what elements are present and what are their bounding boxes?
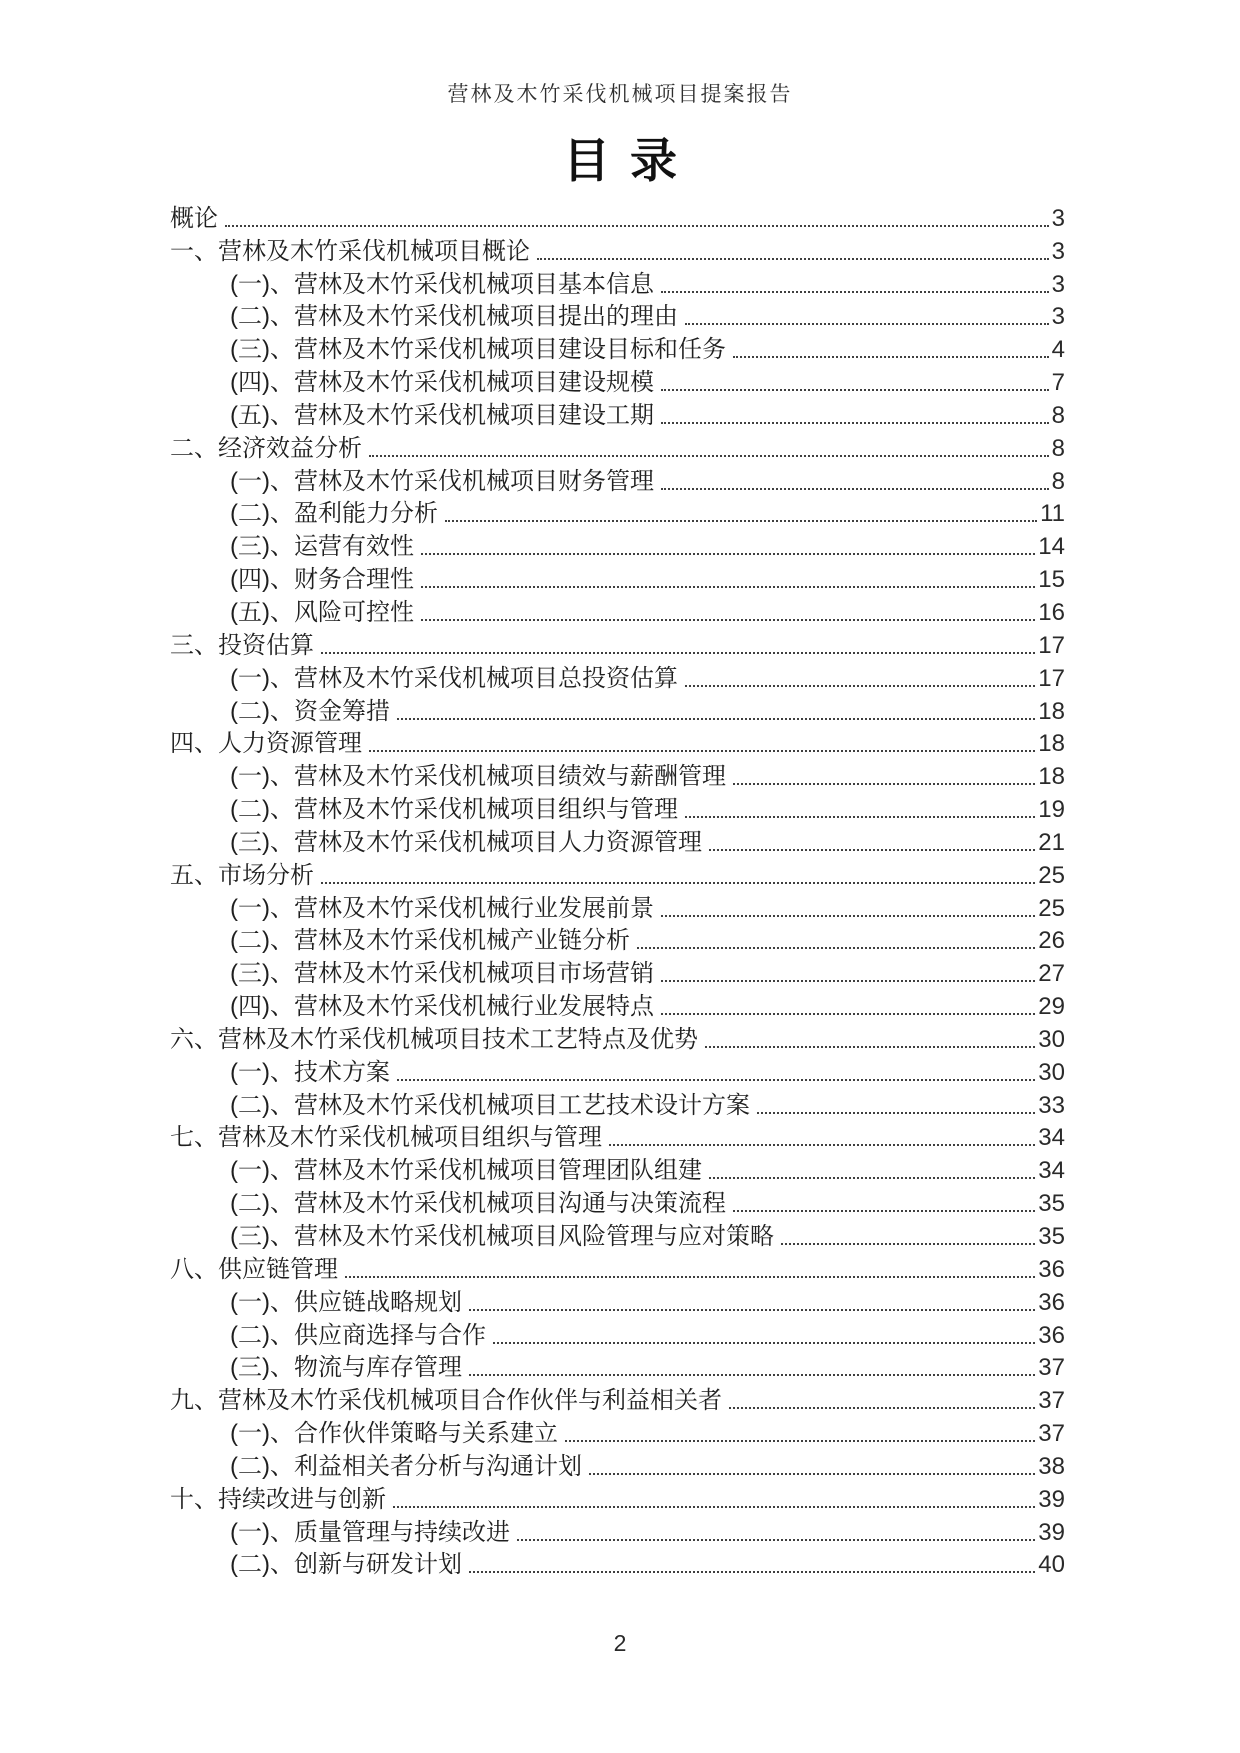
toc-leader-dots bbox=[397, 718, 1035, 720]
toc-title: 目录 bbox=[563, 136, 697, 188]
toc-entry-label: (二)、创新与研发计划 bbox=[230, 1551, 462, 1579]
toc-leader-dots bbox=[369, 455, 1049, 457]
toc-entry[interactable] bbox=[170, 497, 1065, 530]
toc-page-number: 26 bbox=[1038, 927, 1065, 955]
toc-entry-label: (四)、财务合理性 bbox=[230, 566, 414, 594]
toc-entry-label: (一)、营林及木竹采伐机械项目管理团队组建 bbox=[230, 1157, 702, 1185]
toc-leader-dots bbox=[685, 816, 1035, 818]
toc-entry-label: (三)、运营有效性 bbox=[230, 533, 414, 561]
toc-entry-label: (一)、营林及木竹采伐机械行业发展前景 bbox=[230, 894, 654, 922]
toc-entry-label: 五、市场分析 bbox=[170, 861, 314, 889]
toc-page-number: 4 bbox=[1051, 336, 1065, 364]
toc-leader-dots bbox=[469, 1374, 1035, 1376]
toc-entry[interactable] bbox=[170, 759, 1065, 792]
toc-entry[interactable] bbox=[170, 1022, 1065, 1055]
toc-entry[interactable] bbox=[170, 924, 1065, 957]
toc-entry[interactable] bbox=[170, 1153, 1065, 1186]
footer-page-number: 2 bbox=[613, 1630, 627, 1656]
toc-entry-label: (一)、营林及木竹采伐机械项目财务管理 bbox=[230, 467, 654, 495]
toc-entry[interactable] bbox=[170, 365, 1065, 398]
toc-entry-label: 四、人力资源管理 bbox=[170, 730, 362, 758]
toc-page-number: 15 bbox=[1038, 566, 1065, 594]
toc-page-number: 17 bbox=[1038, 631, 1065, 659]
toc-entry-label: (二)、供应商选择与合作 bbox=[230, 1321, 486, 1349]
toc-entry-label: (二)、营林及木竹采伐机械项目组织与管理 bbox=[230, 796, 678, 824]
toc-entry[interactable] bbox=[170, 1088, 1065, 1121]
toc-entry-label: (一)、质量管理与持续改进 bbox=[230, 1518, 510, 1546]
toc-page-number: 30 bbox=[1038, 1025, 1065, 1053]
toc-leader-dots bbox=[421, 586, 1035, 588]
toc-entry[interactable] bbox=[170, 1416, 1065, 1449]
toc-leader-dots bbox=[733, 783, 1035, 785]
toc-page-number: 36 bbox=[1038, 1321, 1065, 1349]
toc-entry[interactable] bbox=[170, 694, 1065, 727]
toc-page-number: 35 bbox=[1038, 1223, 1065, 1250]
toc-entry-label: (五)、风险可控性 bbox=[230, 598, 414, 626]
toc-page-number: 33 bbox=[1038, 1091, 1065, 1119]
toc-entry[interactable] bbox=[170, 234, 1065, 267]
toc-page-number: 40 bbox=[1038, 1551, 1065, 1579]
toc-entry-label: (二)、营林及木竹采伐机械产业链分析 bbox=[230, 927, 630, 955]
toc-entry[interactable] bbox=[170, 398, 1065, 431]
toc-page-number: 8 bbox=[1051, 467, 1065, 495]
toc-entry-label: (一)、营林及木竹采伐机械项目基本信息 bbox=[230, 270, 654, 298]
toc-entry-label: (四)、营林及木竹采伐机械行业发展特点 bbox=[230, 993, 654, 1021]
toc-entry[interactable] bbox=[170, 300, 1065, 333]
toc-entry[interactable] bbox=[170, 1351, 1065, 1384]
toc-entry[interactable] bbox=[170, 1548, 1065, 1581]
toc-leader-dots bbox=[685, 323, 1049, 325]
toc-entry-label: (二)、营林及木竹采伐机械项目沟通与决策流程 bbox=[230, 1190, 726, 1218]
toc-page-number: 35 bbox=[1038, 1190, 1065, 1218]
toc-page-number: 3 bbox=[1051, 204, 1065, 232]
toc-leader-dots bbox=[729, 1407, 1035, 1409]
toc-entry[interactable] bbox=[170, 201, 1065, 234]
toc-leader-dots bbox=[661, 488, 1049, 490]
toc-page-number: 37 bbox=[1038, 1354, 1065, 1382]
toc-page-number: 30 bbox=[1038, 1058, 1065, 1086]
toc-leader-dots bbox=[421, 619, 1035, 621]
toc-entry[interactable] bbox=[170, 267, 1065, 300]
toc-entry-label: 十、持续改进与创新 bbox=[170, 1485, 386, 1513]
toc-entry-label: (一)、供应链战略规划 bbox=[230, 1288, 462, 1316]
document-header-title: 营林及木竹采伐机械项目提案报告 bbox=[447, 82, 793, 106]
toc-entry[interactable] bbox=[170, 891, 1065, 924]
toc-entry[interactable] bbox=[170, 727, 1065, 760]
toc-entry[interactable] bbox=[170, 1055, 1065, 1088]
toc-page-number: 37 bbox=[1038, 1420, 1065, 1448]
toc-entry[interactable] bbox=[170, 1482, 1065, 1515]
toc-entry-label: (二)、资金筹措 bbox=[230, 697, 390, 725]
toc-page-number: 37 bbox=[1038, 1387, 1065, 1415]
toc-entry-label: (三)、营林及木竹采伐机械项目建设目标和任务 bbox=[230, 336, 726, 364]
toc-entry[interactable] bbox=[170, 1186, 1065, 1219]
toc-leader-dots bbox=[733, 1210, 1035, 1212]
toc-entry-label: 八、供应链管理 bbox=[170, 1255, 338, 1283]
toc-entry-label: (三)、营林及木竹采伐机械项目风险管理与应对策略 bbox=[230, 1223, 774, 1250]
toc-entry[interactable] bbox=[170, 956, 1065, 989]
toc-entry[interactable] bbox=[170, 1252, 1065, 1285]
toc-page-number: 7 bbox=[1051, 369, 1065, 397]
toc-page-number: 3 bbox=[1051, 237, 1065, 265]
toc-leader-dots bbox=[537, 258, 1049, 260]
toc-leader-dots bbox=[565, 1440, 1035, 1442]
toc-leader-dots bbox=[321, 652, 1035, 654]
toc-leader-dots bbox=[321, 882, 1035, 884]
toc-page-number: 34 bbox=[1038, 1124, 1065, 1152]
toc-page-number: 8 bbox=[1051, 434, 1065, 462]
toc-leader-dots bbox=[733, 356, 1049, 358]
toc-page-number: 18 bbox=[1038, 763, 1065, 791]
toc-page-number: 11 bbox=[1040, 500, 1065, 528]
toc-leader-dots bbox=[661, 915, 1035, 917]
toc-entry[interactable] bbox=[170, 562, 1065, 595]
toc-entry-label: 七、营林及木竹采伐机械项目组织与管理 bbox=[170, 1124, 602, 1152]
toc-entry-label: 二、经济效益分析 bbox=[170, 434, 362, 462]
toc-leader-dots bbox=[685, 685, 1035, 687]
toc-entry[interactable] bbox=[170, 989, 1065, 1022]
toc-page-number: 19 bbox=[1038, 796, 1065, 824]
toc-leader-dots bbox=[225, 225, 1049, 227]
toc-page-number: 25 bbox=[1038, 861, 1065, 889]
toc-entry-label: (三)、营林及木竹采伐机械项目市场营销 bbox=[230, 960, 654, 988]
toc-leader-dots bbox=[661, 980, 1035, 982]
toc-entry[interactable] bbox=[170, 858, 1065, 891]
toc-page-number: 3 bbox=[1051, 303, 1065, 331]
toc-entry-label: (一)、合作伙伴策略与关系建立 bbox=[230, 1420, 558, 1448]
toc-entry-label: 概论 bbox=[170, 204, 218, 232]
toc-entry-label: (二)、利益相关者分析与沟通计划 bbox=[230, 1452, 582, 1480]
page-footer bbox=[0, 1630, 1240, 1657]
toc-leader-dots bbox=[661, 389, 1049, 391]
toc-leader-dots bbox=[369, 750, 1035, 752]
toc-entry[interactable] bbox=[170, 431, 1065, 464]
toc-leader-dots bbox=[469, 1309, 1035, 1311]
toc-entry-label: 一、营林及木竹采伐机械项目概论 bbox=[170, 237, 530, 265]
toc-entry[interactable] bbox=[170, 1449, 1065, 1482]
toc-entry[interactable] bbox=[170, 792, 1065, 825]
toc-leader-dots bbox=[781, 1243, 1035, 1245]
toc-entry-label: (三)、营林及木竹采伐机械项目人力资源管理 bbox=[230, 828, 702, 856]
toc-leader-dots bbox=[345, 1276, 1035, 1278]
toc-page-number: 39 bbox=[1038, 1518, 1065, 1546]
toc-page-number: 34 bbox=[1038, 1157, 1065, 1185]
toc-leader-dots bbox=[637, 947, 1035, 949]
toc-page-number: 36 bbox=[1038, 1288, 1065, 1316]
toc-entry-label: (一)、营林及木竹采伐机械项目绩效与薪酬管理 bbox=[230, 763, 726, 791]
toc-page-number: 38 bbox=[1038, 1452, 1065, 1480]
toc-leader-dots bbox=[469, 1571, 1035, 1573]
toc-entry-label: 九、营林及木竹采伐机械项目合作伙伴与利益相关者 bbox=[170, 1387, 722, 1415]
toc-entry-label: (三)、物流与库存管理 bbox=[230, 1354, 462, 1382]
toc-entry-label: 三、投资估算 bbox=[170, 631, 314, 659]
toc-entry-label: (一)、技术方案 bbox=[230, 1058, 390, 1086]
toc-entry[interactable] bbox=[170, 332, 1065, 365]
toc-entry-label: (五)、营林及木竹采伐机械项目建设工期 bbox=[230, 401, 654, 429]
toc-leader-dots bbox=[661, 291, 1049, 293]
toc-page-number: 36 bbox=[1038, 1255, 1065, 1283]
toc-leader-dots bbox=[705, 1046, 1035, 1048]
toc-entry[interactable] bbox=[170, 529, 1065, 562]
toc-leader-dots bbox=[609, 1144, 1035, 1146]
toc-page-number: 3 bbox=[1051, 270, 1065, 298]
toc-page-number: 29 bbox=[1038, 993, 1065, 1021]
table-of-contents bbox=[170, 201, 1065, 1580]
toc-leader-dots bbox=[661, 1013, 1035, 1015]
toc-entry[interactable] bbox=[170, 1121, 1065, 1154]
toc-entry-label: (二)、营林及木竹采伐机械项目工艺技术设计方案 bbox=[230, 1091, 750, 1119]
toc-entry[interactable] bbox=[170, 1285, 1065, 1318]
toc-leader-dots bbox=[397, 1079, 1035, 1081]
toc-entry[interactable] bbox=[170, 595, 1065, 628]
toc-leader-dots bbox=[589, 1473, 1035, 1475]
toc-page-number: 27 bbox=[1038, 960, 1065, 988]
toc-leader-dots bbox=[661, 422, 1049, 424]
toc-page-number: 17 bbox=[1038, 664, 1065, 692]
toc-entry-label: (二)、盈利能力分析 bbox=[230, 500, 438, 528]
toc-entry-label: (一)、营林及木竹采伐机械项目总投资估算 bbox=[230, 664, 678, 692]
toc-leader-dots bbox=[757, 1112, 1035, 1114]
toc-entry[interactable] bbox=[170, 661, 1065, 694]
toc-leader-dots bbox=[421, 553, 1035, 555]
toc-entry[interactable] bbox=[170, 1318, 1065, 1351]
toc-entry-label: (二)、营林及木竹采伐机械项目提出的理由 bbox=[230, 303, 678, 331]
toc-page-number: 16 bbox=[1038, 598, 1065, 626]
toc-leader-dots bbox=[709, 849, 1035, 851]
toc-page-number: 39 bbox=[1038, 1485, 1065, 1513]
toc-leader-dots bbox=[493, 1342, 1035, 1344]
toc-entry-label: 六、营林及木竹采伐机械项目技术工艺特点及优势 bbox=[170, 1025, 698, 1053]
toc-page-number: 14 bbox=[1038, 533, 1065, 561]
toc-entry[interactable] bbox=[170, 1383, 1065, 1416]
toc-entry[interactable] bbox=[170, 1219, 1065, 1252]
toc-page-number: 18 bbox=[1038, 697, 1065, 725]
toc-leader-dots bbox=[709, 1177, 1035, 1179]
toc-leader-dots bbox=[393, 1506, 1035, 1508]
toc-page-number: 25 bbox=[1038, 894, 1065, 922]
toc-leader-dots bbox=[517, 1539, 1035, 1541]
toc-entry[interactable] bbox=[170, 464, 1065, 497]
toc-entry-label: (四)、营林及木竹采伐机械项目建设规模 bbox=[230, 369, 654, 397]
toc-entry[interactable] bbox=[170, 825, 1065, 858]
toc-page-number: 18 bbox=[1038, 730, 1065, 758]
toc-entry[interactable] bbox=[170, 1515, 1065, 1548]
toc-leader-dots bbox=[445, 520, 1037, 522]
toc-page-number: 8 bbox=[1051, 401, 1065, 429]
toc-entry[interactable] bbox=[170, 628, 1065, 661]
toc-page-number: 21 bbox=[1038, 828, 1065, 856]
